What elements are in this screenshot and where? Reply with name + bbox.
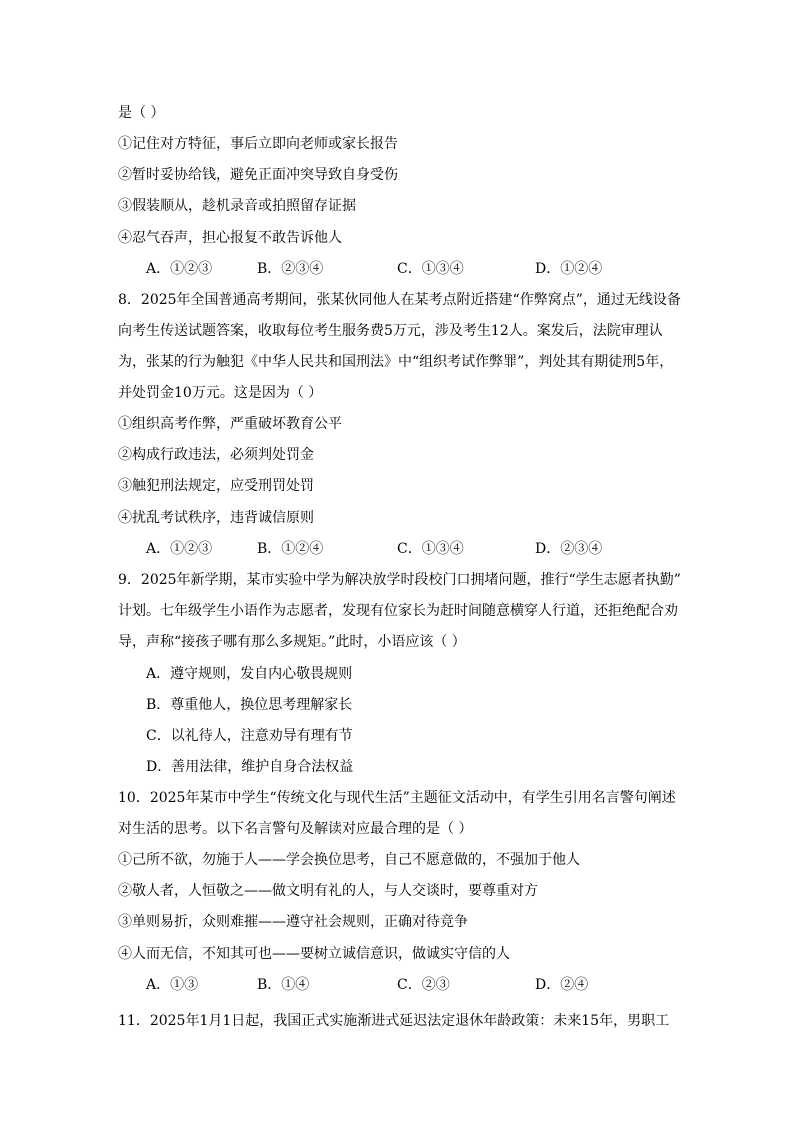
q8-option-a: A．①②③ [146,541,213,557]
q10-option-a: A．①③ [146,977,199,993]
q9-stem-line-2: 计划。七年级学生小语作为志愿者，发现有位家长为赶时间随意横穿人行道，还拒绝配合劝 [118,603,678,619]
q10-stem-line-2: 对生活的思考。以下名言警句及解读对应最合理的是（ ） [118,821,473,837]
q7-stem-end: 是（ ） [118,105,165,121]
q9-option-d: D．善用法律，维护自身合法权益 [146,759,354,775]
q8-option-c: C．①③④ [397,541,464,557]
q8-statement-2: ②构成行政违法，必须判处罚金 [118,447,314,463]
q8-stem-line-3: 为，张某的行为触犯《中华人民共和国刑法》中“组织考试作弊罪”，判处其有期徒刑5年， [118,354,674,370]
q8-stem-line-1: 8．2025年全国普通高考期间，张某伙同他人在某考点附近搭建“作弊窝点”，通过无线设备 [118,292,681,308]
q11-stem-line-1: 11．2025年1月1日起，我国正式实施渐进式延迟法定退休年龄政策：未来15年，男职工 [118,1013,670,1029]
q9-option-b: B．尊重他人，换位思考理解家长 [146,697,353,713]
q7-statement-4: ④忍气吞声，担心报复不敢告诉他人 [118,230,342,246]
q7-option-d: D．①②④ [535,261,603,277]
q7-option-b: B．②③④ [257,261,324,277]
q10-option-c: C．②③ [397,977,450,993]
q10-option-d: D．②④ [535,977,589,993]
q8-option-b: B．①②④ [257,541,324,557]
q8-stem-line-4: 并处罚金10万元。这是因为（ ） [118,385,323,401]
q10-statement-4: ④人而无信，不知其可也——要树立诚信意识，做诚实守信的人 [118,946,510,962]
q7-statement-1: ①记住对方特征，事后立即向老师或家长报告 [118,136,398,152]
q10-stem-line-1: 10．2025年某市中学生“传统文化与现代生活”主题征文活动中，有学生引用名言警句阐述 [118,790,676,806]
q10-option-b: B．①④ [257,977,310,993]
q9-stem-line-1: 9．2025年新学期，某市实验中学为解决放学时段校门口拥堵问题，推行“学生志愿者执勤” [118,572,681,588]
q10-statement-3: ③单则易折，众则难摧——遵守社会规则，正确对待竞争 [118,914,468,930]
q7-option-a: A．①②③ [146,261,213,277]
q9-stem-line-3: 导，声称“接孩子哪有那么多规矩。”此时，小语应该（ ） [118,634,466,650]
q9-option-c: C．以礼待人，注意劝导有理有节 [146,728,353,744]
q8-statement-1: ①组织高考作弊，严重破坏教育公平 [118,416,342,432]
q7-statement-2: ②暂时妥协给钱，避免正面冲突导致自身受伤 [118,167,398,183]
q8-stem-line-2: 向考生传送试题答案，收取每位考生服务费5万元，涉及考生12人。案发后，法院审理认 [118,323,663,339]
q10-statement-1: ①己所不欲，勿施于人——学会换位思考，自己不愿意做的，不强加于他人 [118,852,580,868]
q9-option-a: A．遵守规则，发自内心敬畏规则 [146,666,353,682]
q10-statement-2: ②敬人者，人恒敬之——做文明有礼的人，与人交谈时，要尊重对方 [118,883,538,899]
q7-statement-3: ③假装顺从，趁机录音或拍照留存证据 [118,198,356,214]
q8-option-d: D．②③④ [535,541,603,557]
q7-option-c: C．①③④ [397,261,464,277]
q8-statement-4: ④扰乱考试秩序，违背诚信原则 [118,510,314,526]
q8-statement-3: ③触犯刑法规定，应受刑罚处罚 [118,478,314,494]
